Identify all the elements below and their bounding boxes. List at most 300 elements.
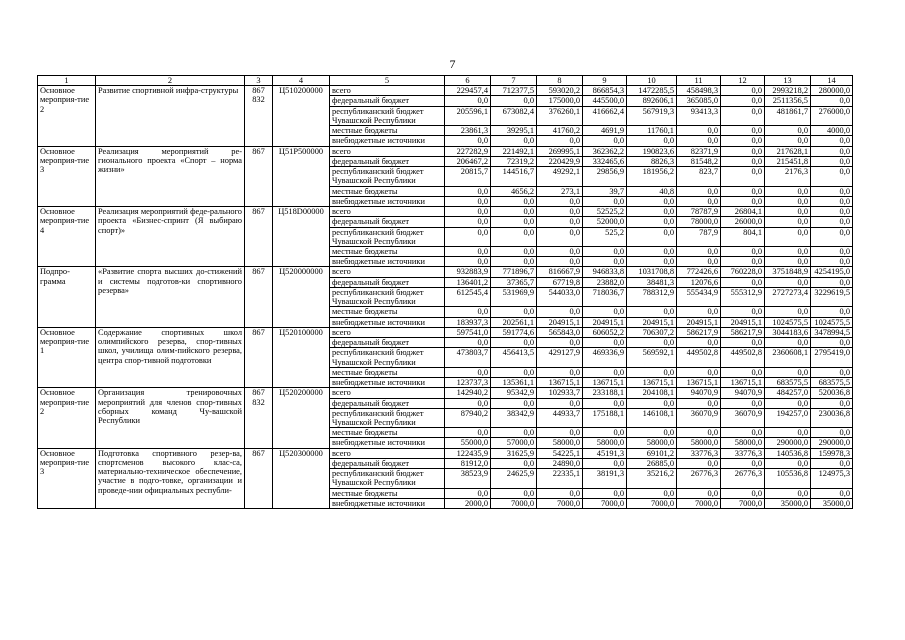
- amount-cell: 40,8: [627, 186, 677, 196]
- amount-cell: 159978,3: [811, 448, 853, 458]
- amount-cell: 0,0: [537, 307, 583, 317]
- amount-cell: 0,0: [765, 207, 811, 217]
- amount-cell: 52000,0: [583, 217, 627, 227]
- amount-cell: 0,0: [583, 307, 627, 317]
- amount-cell: 0,0: [583, 367, 627, 377]
- amount-cell: 0,0: [811, 167, 853, 186]
- program-name-cell: Реализация мероприятий феде-рального проекта «Бизнес-спринт (Я выбираю спорт)»: [96, 207, 245, 267]
- amount-cell: 26776,3: [677, 469, 721, 488]
- amount-cell: 0,0: [811, 277, 853, 287]
- amount-cell: 0,0: [765, 126, 811, 136]
- amount-cell: 0,0: [765, 488, 811, 498]
- program-type-cell: Основное мероприя-тие 4: [38, 207, 96, 267]
- budget-code-cell: Ц510200000: [273, 86, 330, 146]
- amount-cell: 591774,6: [491, 327, 537, 337]
- amount-cell: 45191,3: [583, 448, 627, 458]
- amount-cell: 706307,2: [627, 327, 677, 337]
- column-header: 2: [96, 76, 245, 86]
- amount-cell: 57000,0: [491, 438, 537, 448]
- amount-cell: 0,0: [677, 367, 721, 377]
- amount-cell: 36070,9: [677, 408, 721, 427]
- amount-cell: 0,0: [491, 227, 537, 246]
- funding-source-cell: республиканский бюджет Чувашской Республики: [330, 348, 445, 367]
- amount-cell: 0,0: [721, 277, 765, 287]
- amount-cell: 0,0: [537, 367, 583, 377]
- amount-cell: 0,0: [491, 217, 537, 227]
- column-header: 11: [677, 76, 721, 86]
- amount-cell: 0,0: [583, 257, 627, 267]
- amount-cell: 0,0: [811, 338, 853, 348]
- amount-cell: 81912,0: [445, 458, 491, 468]
- amount-cell: 892606,1: [627, 96, 677, 106]
- amount-cell: 142940,2: [445, 388, 491, 398]
- amount-cell: 0,0: [677, 186, 721, 196]
- header-row: [38, 76, 853, 86]
- amount-cell: 0,0: [765, 307, 811, 317]
- amount-cell: 105536,8: [765, 469, 811, 488]
- amount-cell: 78787,9: [677, 207, 721, 217]
- amount-cell: 94070,9: [721, 388, 765, 398]
- amount-cell: 416662,4: [583, 106, 627, 125]
- amount-cell: 0,0: [583, 488, 627, 498]
- amount-cell: 0,0: [491, 196, 537, 206]
- amount-cell: 586217,9: [721, 327, 765, 337]
- amount-cell: 38191,3: [583, 469, 627, 488]
- budget-code-cell: Ц520100000: [273, 327, 330, 387]
- amount-cell: 0,0: [583, 338, 627, 348]
- funding-source-cell: местные бюджеты: [330, 307, 445, 317]
- amount-cell: 760228,0: [721, 267, 765, 277]
- amount-cell: 94070,9: [677, 388, 721, 398]
- amount-cell: 11760,1: [627, 126, 677, 136]
- amount-cell: 58000,0: [583, 438, 627, 448]
- amount-cell: 0,0: [583, 428, 627, 438]
- budget-code-cell: Ц518D00000: [273, 207, 330, 267]
- amount-cell: 0,0: [445, 227, 491, 246]
- amount-cell: 67719,8: [537, 277, 583, 287]
- amount-cell: 0,0: [491, 458, 537, 468]
- funding-source-cell: всего: [330, 267, 445, 277]
- amount-cell: 0,0: [765, 428, 811, 438]
- amount-cell: 206467,2: [445, 156, 491, 166]
- amount-cell: 0,0: [677, 398, 721, 408]
- funding-source-cell: федеральный бюджет: [330, 398, 445, 408]
- amount-cell: 804,1: [721, 227, 765, 246]
- amount-cell: 612545,4: [445, 287, 491, 306]
- amount-cell: 221492,1: [491, 146, 537, 156]
- amount-cell: 449502,8: [677, 348, 721, 367]
- amount-cell: 0,0: [491, 96, 537, 106]
- amount-cell: 469336,9: [583, 348, 627, 367]
- amount-cell: 204915,1: [627, 317, 677, 327]
- amount-cell: 823,7: [677, 167, 721, 186]
- funding-source-cell: местные бюджеты: [330, 428, 445, 438]
- amount-cell: 22335,1: [537, 469, 583, 488]
- amount-cell: 0,0: [765, 217, 811, 227]
- amount-cell: 0,0: [491, 246, 537, 256]
- amount-cell: 0,0: [765, 277, 811, 287]
- funding-source-cell: местные бюджеты: [330, 246, 445, 256]
- funding-source-cell: внебюджетные источники: [330, 136, 445, 146]
- amount-cell: 12076,6: [677, 277, 721, 287]
- amount-cell: 0,0: [721, 246, 765, 256]
- amount-cell: 0,0: [721, 96, 765, 106]
- funding-source-cell: всего: [330, 448, 445, 458]
- amount-cell: 0,0: [721, 86, 765, 96]
- amount-cell: 146108,1: [627, 408, 677, 427]
- funding-source-cell: федеральный бюджет: [330, 277, 445, 287]
- amount-cell: 0,0: [583, 458, 627, 468]
- amount-cell: 0,0: [811, 257, 853, 267]
- amount-cell: 0,0: [677, 488, 721, 498]
- amount-cell: 0,0: [811, 136, 853, 146]
- table-row: [38, 388, 853, 398]
- amount-cell: 136715,1: [537, 378, 583, 388]
- column-header: 4: [273, 76, 330, 86]
- grbs-code-cell: 867: [245, 146, 273, 206]
- amount-cell: 712377,5: [491, 86, 537, 96]
- amount-cell: 376260,1: [537, 106, 583, 125]
- amount-cell: 58000,0: [721, 438, 765, 448]
- amount-cell: 0,0: [721, 428, 765, 438]
- column-header: 9: [583, 76, 627, 86]
- amount-cell: 7000,0: [721, 498, 765, 508]
- amount-cell: 0,0: [677, 196, 721, 206]
- amount-cell: 0,0: [537, 227, 583, 246]
- amount-cell: 38523,9: [445, 469, 491, 488]
- funding-source-cell: республиканский бюджет Чувашской Республики: [330, 227, 445, 246]
- amount-cell: 0,0: [677, 246, 721, 256]
- amount-cell: 52525,2: [583, 207, 627, 217]
- program-type-cell: Основное мероприя-тие 3: [38, 448, 96, 508]
- amount-cell: 39,7: [583, 186, 627, 196]
- amount-cell: 58000,0: [537, 438, 583, 448]
- amount-cell: 586217,9: [677, 327, 721, 337]
- amount-cell: 24625,9: [491, 469, 537, 488]
- column-header: 7: [491, 76, 537, 86]
- amount-cell: 38342,9: [491, 408, 537, 427]
- amount-cell: 0,0: [537, 217, 583, 227]
- amount-cell: 0,0: [445, 196, 491, 206]
- funding-source-cell: федеральный бюджет: [330, 156, 445, 166]
- amount-cell: 33776,3: [677, 448, 721, 458]
- grbs-code-cell: 867: [245, 327, 273, 387]
- amount-cell: 55000,0: [445, 438, 491, 448]
- amount-cell: 0,0: [627, 428, 677, 438]
- funding-source-cell: всего: [330, 327, 445, 337]
- program-name-cell: Реализация мероприятий ре-гионального проекта «Спорт – норма жизни»: [96, 146, 245, 206]
- amount-cell: 0,0: [811, 207, 853, 217]
- amount-cell: 95342,9: [491, 388, 537, 398]
- amount-cell: 555312,9: [721, 287, 765, 306]
- amount-cell: 26804,1: [721, 207, 765, 217]
- amount-cell: 136715,1: [627, 378, 677, 388]
- amount-cell: 0,0: [765, 246, 811, 256]
- program-type-cell: Основное мероприя-тие 2: [38, 86, 96, 146]
- amount-cell: 0,0: [721, 398, 765, 408]
- amount-cell: 0,0: [491, 136, 537, 146]
- amount-cell: 0,0: [677, 136, 721, 146]
- amount-cell: 175000,0: [537, 96, 583, 106]
- amount-cell: 233188,1: [583, 388, 627, 398]
- amount-cell: 58000,0: [627, 438, 677, 448]
- funding-source-cell: внебюджетные источники: [330, 317, 445, 327]
- amount-cell: 0,0: [811, 186, 853, 196]
- funding-source-cell: местные бюджеты: [330, 126, 445, 136]
- amount-cell: 0,0: [537, 257, 583, 267]
- amount-cell: 276000,0: [811, 106, 853, 125]
- funding-source-cell: федеральный бюджет: [330, 96, 445, 106]
- amount-cell: 3478994,5: [811, 327, 853, 337]
- amount-cell: 204915,1: [721, 317, 765, 327]
- amount-cell: 866854,3: [583, 86, 627, 96]
- amount-cell: 2360608,1: [765, 348, 811, 367]
- amount-cell: 0,0: [491, 307, 537, 317]
- amount-cell: 0,0: [721, 146, 765, 156]
- amount-cell: 215451,8: [765, 156, 811, 166]
- funding-source-cell: внебюджетные источники: [330, 438, 445, 448]
- funding-source-cell: внебюджетные источники: [330, 257, 445, 267]
- amount-cell: 593020,2: [537, 86, 583, 96]
- amount-cell: 0,0: [537, 428, 583, 438]
- amount-cell: 544033,0: [537, 287, 583, 306]
- amount-cell: 0,0: [811, 217, 853, 227]
- amount-cell: 204915,1: [537, 317, 583, 327]
- amount-cell: 0,0: [491, 257, 537, 267]
- amount-cell: 597541,0: [445, 327, 491, 337]
- column-header: 6: [445, 76, 491, 86]
- amount-cell: 31625,9: [491, 448, 537, 458]
- amount-cell: 0,0: [537, 246, 583, 256]
- amount-cell: 0,0: [627, 246, 677, 256]
- amount-cell: 0,0: [721, 458, 765, 468]
- amount-cell: 0,0: [627, 398, 677, 408]
- amount-cell: 3229619,5: [811, 287, 853, 306]
- grbs-code-cell: 867: [245, 448, 273, 508]
- amount-cell: 38481,3: [627, 277, 677, 287]
- amount-cell: 36070,9: [721, 408, 765, 427]
- amount-cell: 683575,5: [765, 378, 811, 388]
- table-body: [38, 86, 853, 509]
- amount-cell: 69101,2: [627, 448, 677, 458]
- budget-code-cell: Ц520300000: [273, 448, 330, 508]
- amount-cell: 0,0: [537, 398, 583, 408]
- funding-source-cell: внебюджетные источники: [330, 378, 445, 388]
- amount-cell: 194257,0: [765, 408, 811, 427]
- amount-cell: 273,1: [537, 186, 583, 196]
- amount-cell: 673082,4: [491, 106, 537, 125]
- amount-cell: 181956,2: [627, 167, 677, 186]
- amount-cell: 72319,2: [491, 156, 537, 166]
- amount-cell: 0,0: [445, 246, 491, 256]
- amount-cell: 1024575,5: [811, 317, 853, 327]
- amount-cell: 229457,4: [445, 86, 491, 96]
- amount-cell: 35216,2: [627, 469, 677, 488]
- amount-cell: 4691,9: [583, 126, 627, 136]
- amount-cell: 565843,0: [537, 327, 583, 337]
- amount-cell: 458498,3: [677, 86, 721, 96]
- budget-table: [37, 75, 853, 509]
- amount-cell: 93413,3: [677, 106, 721, 125]
- amount-cell: 0,0: [811, 488, 853, 498]
- amount-cell: 0,0: [627, 207, 677, 217]
- amount-cell: 0,0: [765, 186, 811, 196]
- amount-cell: 0,0: [627, 307, 677, 317]
- amount-cell: 0,0: [677, 307, 721, 317]
- amount-cell: 227282,9: [445, 146, 491, 156]
- amount-cell: 0,0: [765, 227, 811, 246]
- grbs-code-cell: 867: [245, 267, 273, 327]
- amount-cell: 0,0: [537, 207, 583, 217]
- table-row: [38, 448, 853, 458]
- amount-cell: 290000,0: [765, 438, 811, 448]
- amount-cell: 0,0: [445, 338, 491, 348]
- amount-cell: 569592,1: [627, 348, 677, 367]
- amount-cell: 44933,7: [537, 408, 583, 427]
- amount-cell: 0,0: [721, 167, 765, 186]
- amount-cell: 7000,0: [627, 498, 677, 508]
- amount-cell: 0,0: [445, 217, 491, 227]
- amount-cell: 0,0: [445, 96, 491, 106]
- program-type-cell: Основное мероприя-тие 1: [38, 327, 96, 387]
- amount-cell: 0,0: [491, 207, 537, 217]
- amount-cell: 0,0: [811, 246, 853, 256]
- amount-cell: 2727273,4: [765, 287, 811, 306]
- amount-cell: 0,0: [491, 338, 537, 348]
- amount-cell: 35000,0: [811, 498, 853, 508]
- amount-cell: 102933,7: [537, 388, 583, 398]
- amount-cell: 365085,0: [677, 96, 721, 106]
- amount-cell: 0,0: [627, 488, 677, 498]
- amount-cell: 87940,2: [445, 408, 491, 427]
- amount-cell: 2176,3: [765, 167, 811, 186]
- amount-cell: 0,0: [765, 196, 811, 206]
- amount-cell: 0,0: [721, 106, 765, 125]
- amount-cell: 3751848,9: [765, 267, 811, 277]
- amount-cell: 0,0: [677, 428, 721, 438]
- funding-source-cell: республиканский бюджет Чувашской Республики: [330, 469, 445, 488]
- amount-cell: 0,0: [537, 488, 583, 498]
- program-type-cell: Подпро-грамма: [38, 267, 96, 327]
- amount-cell: 0,0: [627, 196, 677, 206]
- amount-cell: 0,0: [677, 126, 721, 136]
- funding-source-cell: республиканский бюджет Чувашской Республики: [330, 287, 445, 306]
- amount-cell: 202561,1: [491, 317, 537, 327]
- amount-cell: 49292,1: [537, 167, 583, 186]
- amount-cell: 0,0: [537, 196, 583, 206]
- amount-cell: 78000,0: [677, 217, 721, 227]
- amount-cell: 220429,9: [537, 156, 583, 166]
- amount-cell: 82371,9: [677, 146, 721, 156]
- amount-cell: 683575,5: [811, 378, 853, 388]
- amount-cell: 1024575,5: [765, 317, 811, 327]
- amount-cell: 0,0: [765, 458, 811, 468]
- column-header: 3: [245, 76, 273, 86]
- funding-source-cell: местные бюджеты: [330, 186, 445, 196]
- amount-cell: 26000,0: [721, 217, 765, 227]
- column-header: 14: [811, 76, 853, 86]
- amount-cell: 0,0: [583, 136, 627, 146]
- funding-source-cell: внебюджетные источники: [330, 196, 445, 206]
- column-header: 8: [537, 76, 583, 86]
- amount-cell: 183937,3: [445, 317, 491, 327]
- amount-cell: 7000,0: [491, 498, 537, 508]
- amount-cell: 230036,8: [811, 408, 853, 427]
- amount-cell: 0,0: [765, 257, 811, 267]
- amount-cell: 0,0: [445, 207, 491, 217]
- column-header: 13: [765, 76, 811, 86]
- amount-cell: 124975,3: [811, 469, 853, 488]
- amount-cell: 449502,8: [721, 348, 765, 367]
- table-row: [38, 86, 853, 96]
- amount-cell: 136715,1: [721, 378, 765, 388]
- funding-source-cell: федеральный бюджет: [330, 458, 445, 468]
- amount-cell: 23882,0: [583, 277, 627, 287]
- amount-cell: 136715,1: [583, 378, 627, 388]
- amount-cell: 2511356,5: [765, 96, 811, 106]
- amount-cell: 7000,0: [677, 498, 721, 508]
- amount-cell: 0,0: [445, 257, 491, 267]
- amount-cell: 58000,0: [677, 438, 721, 448]
- amount-cell: 473803,7: [445, 348, 491, 367]
- amount-cell: 54225,1: [537, 448, 583, 458]
- amount-cell: 37365,7: [491, 277, 537, 287]
- amount-cell: 0,0: [765, 367, 811, 377]
- grbs-code-cell: 867 832: [245, 86, 273, 146]
- amount-cell: 946833,8: [583, 267, 627, 277]
- amount-cell: 718036,7: [583, 287, 627, 306]
- program-name-cell: Организация тренировочных мероприятий для членов спор-тивных сборных команд Чу-вашской Республики: [96, 388, 245, 448]
- table-row: [38, 207, 853, 217]
- amount-cell: 0,0: [721, 307, 765, 317]
- amount-cell: 332465,6: [583, 156, 627, 166]
- amount-cell: 0,0: [811, 96, 853, 106]
- amount-cell: 1472285,5: [627, 86, 677, 96]
- amount-cell: 123737,3: [445, 378, 491, 388]
- funding-source-cell: внебюджетные источники: [330, 498, 445, 508]
- amount-cell: 0,0: [583, 246, 627, 256]
- amount-cell: 122435,9: [445, 448, 491, 458]
- amount-cell: 520036,8: [811, 388, 853, 398]
- amount-cell: 4656,2: [491, 186, 537, 196]
- amount-cell: 771896,7: [491, 267, 537, 277]
- amount-cell: 0,0: [811, 307, 853, 317]
- amount-cell: 0,0: [811, 196, 853, 206]
- amount-cell: 0,0: [811, 156, 853, 166]
- amount-cell: 204915,1: [583, 317, 627, 327]
- amount-cell: 39295,1: [491, 126, 537, 136]
- amount-cell: 555434,9: [677, 287, 721, 306]
- budget-code-cell: Ц51Р500000: [273, 146, 330, 206]
- amount-cell: 0,0: [445, 398, 491, 408]
- amount-cell: 140536,8: [765, 448, 811, 458]
- amount-cell: 135361,1: [491, 378, 537, 388]
- budget-code-cell: Ц520000000: [273, 267, 330, 327]
- funding-source-cell: всего: [330, 207, 445, 217]
- amount-cell: 0,0: [583, 398, 627, 408]
- amount-cell: 4000,0: [811, 126, 853, 136]
- amount-cell: 481861,7: [765, 106, 811, 125]
- funding-source-cell: всего: [330, 86, 445, 96]
- amount-cell: 0,0: [811, 398, 853, 408]
- funding-source-cell: республиканский бюджет Чувашской Республики: [330, 106, 445, 125]
- amount-cell: 0,0: [721, 136, 765, 146]
- amount-cell: 0,0: [721, 126, 765, 136]
- amount-cell: 4254195,0: [811, 267, 853, 277]
- funding-source-cell: всего: [330, 388, 445, 398]
- amount-cell: 0,0: [445, 488, 491, 498]
- amount-cell: 24890,0: [537, 458, 583, 468]
